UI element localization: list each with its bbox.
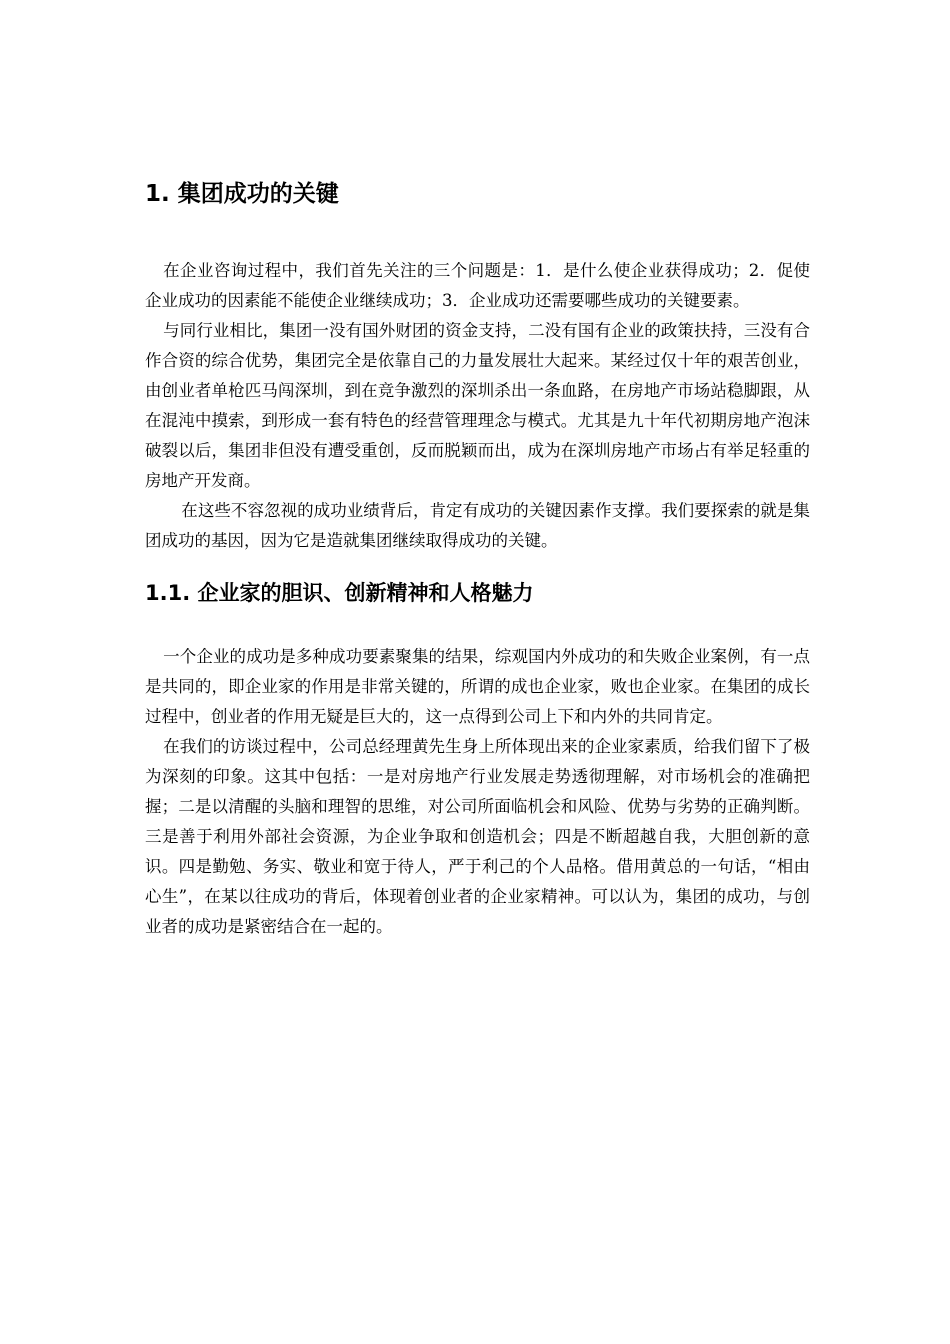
section-heading: 1. 集团成功的关键 xyxy=(145,181,339,207)
section-paragraph: 在企业咨询过程中，我们首先关注的三个问题是：1．是什么使企业获得成功；2．促使企业成功的因素能不能使企业继续成功；3．企业成功还需要哪些成功的关键要素。 xyxy=(145,261,810,310)
subsection-paragraph: 一个企业的成功是多种成功要素聚集的结果，综观国内外成功的和失败企业案例，有一点是共同的，即企业家的作用是非常关键的，所谓的成也企业家，败也企业家。在集团的成长过程中，创业者的作用无疑是巨大的，这一点得到公司上下和内外的共同肯定。 xyxy=(145,647,810,726)
subsection-paragraph: 在我们的访谈过程中，公司总经理黄先生身上所体现出来的企业家素质，给我们留下了极为深刻的印象。这其中包括：一是对房地产行业发展走势透彻理解，对市场机会的准确把握；二是以清醒的头脑和理智的思维，对公司所面临机会和风险、优势与劣势的正确判断。三是善于利用外部社会资源，为企业争取和创造机会；四是不断超越自我，大胆创新的意识。四是勤勉、务实、敬业和宽于待人，严于利己的个人品格。借用黄总的一句话，“相由心生”，在某以往成功的背后，体现着创业者的企业家精神。可以认为，集团的成功，与创业者的成功是紧密结合在一起的。 xyxy=(145,737,810,936)
subsection-heading: 1.1. 企业家的胆识、创新精神和人格魅力 xyxy=(145,581,534,605)
section-paragraph: 在这些不容忽视的成功业绩背后，肯定有成功的关键因素作支撑。我们要探索的就是集团成功的基因，因为它是造就集团继续取得成功的关键。 xyxy=(145,501,810,550)
section-paragraph: 与同行业相比，集团一没有国外财团的资金支持，二没有国有企业的政策扶持，三没有合作合资的综合优势，集团完全是依靠自己的力量发展壮大起来。某经过仅十年的艰苦创业，由创业者单枪匹马闯深圳，到在竞争激烈的深圳杀出一条血路，在房地产市场站稳脚跟，从在混沌中摸索，到形成一套有特色的经营管理理念与模式。尤其是九十年代初期房地产泡沫破裂以后，集团非但没有遭受重创，反而脱颖而出，成为在深圳房地产市场占有举足轻重的房地产开发商。 xyxy=(145,321,810,490)
document-body xyxy=(145,176,810,942)
